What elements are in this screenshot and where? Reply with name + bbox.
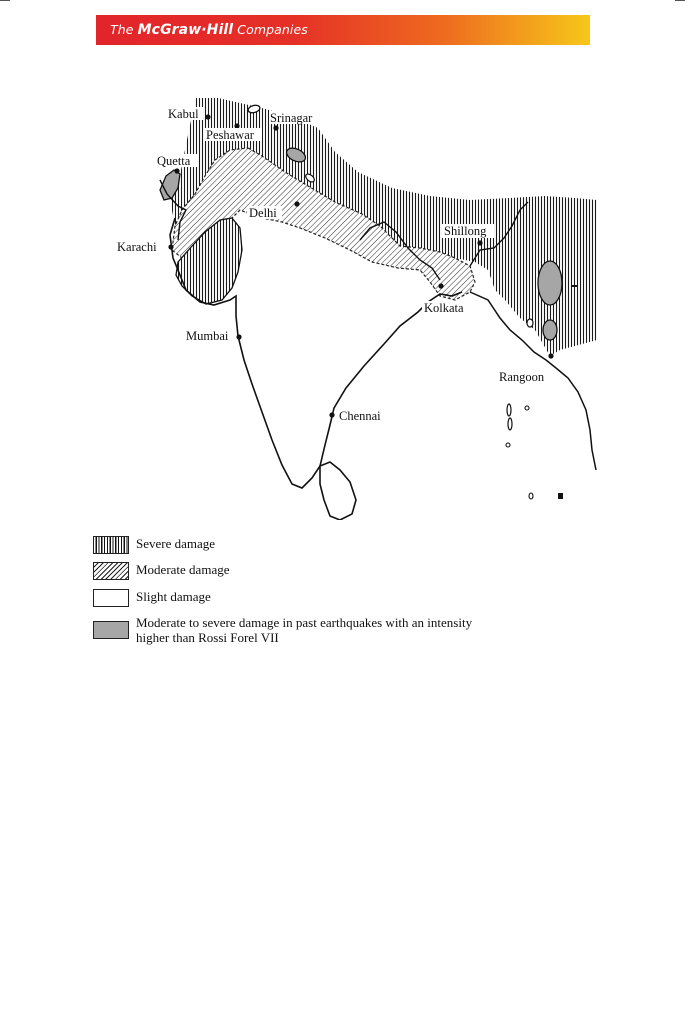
city-label-chennai: Chennai bbox=[339, 409, 381, 423]
city-label-peshawar: Peshawar bbox=[206, 128, 254, 142]
legend-label-past-earthquakes: Moderate to severe damage in past earthquakes with an intensity higher than Rossi Forel VII bbox=[136, 615, 473, 645]
city-label-kolkata: Kolkata bbox=[424, 301, 464, 315]
nicobar-island-1 bbox=[529, 493, 533, 499]
publisher-suffix: Companies bbox=[237, 22, 308, 37]
city-dot-srinagar bbox=[273, 125, 278, 130]
andaman-island-4 bbox=[506, 443, 510, 447]
legend-label-moderate: Moderate damage bbox=[136, 562, 230, 577]
city-dot-quetta bbox=[174, 168, 179, 173]
city-dot-delhi bbox=[294, 201, 299, 206]
city-dot-shillong bbox=[477, 240, 482, 245]
city-dot-rangoon bbox=[548, 353, 553, 358]
city-dot-kolkata bbox=[438, 283, 443, 288]
andaman-island-3 bbox=[525, 406, 529, 410]
city-dot-mumbai bbox=[236, 334, 241, 339]
legend-item-severe bbox=[93, 536, 476, 554]
city-label-mumbai: Mumbai bbox=[186, 329, 229, 343]
andaman-island-1 bbox=[507, 404, 511, 416]
past-quake-assam bbox=[538, 261, 562, 305]
east-coast-mark bbox=[572, 285, 577, 287]
legend-swatch-past-earthquakes bbox=[93, 621, 129, 639]
legend-swatch-moderate bbox=[93, 562, 129, 580]
legend-swatch-slight bbox=[93, 589, 129, 607]
island-outline-1 bbox=[527, 319, 533, 327]
city-label-karachi: Karachi bbox=[117, 240, 157, 254]
publisher-prefix: The bbox=[110, 22, 134, 37]
andaman-island-2 bbox=[508, 418, 512, 430]
publisher-name: McGraw·Hill bbox=[137, 22, 234, 38]
legend-label-slight: Slight damage bbox=[136, 589, 211, 604]
city-label-shillong: Shillong bbox=[444, 224, 487, 238]
city-dot-karachi bbox=[168, 244, 173, 249]
city-label-kabul: Kabul bbox=[168, 107, 199, 121]
legend-swatch-severe bbox=[93, 536, 129, 554]
legend-item-moderate bbox=[93, 562, 476, 580]
legend-item-past-earthquakes bbox=[93, 615, 476, 645]
legend-label-severe: Severe damage bbox=[136, 536, 216, 551]
city-label-srinagar: Srinagar bbox=[270, 111, 313, 125]
sri-lanka bbox=[320, 462, 356, 520]
nicobar-island-2 bbox=[558, 493, 563, 499]
city-label-quetta: Quetta bbox=[157, 154, 191, 168]
city-label-delhi: Delhi bbox=[249, 206, 277, 220]
legend-item-slight bbox=[93, 589, 476, 607]
past-quake-burma bbox=[543, 320, 557, 340]
city-label-rangoon: Rangoon bbox=[499, 370, 545, 384]
city-dot-kabul bbox=[205, 114, 210, 119]
city-dot-chennai bbox=[329, 412, 334, 417]
